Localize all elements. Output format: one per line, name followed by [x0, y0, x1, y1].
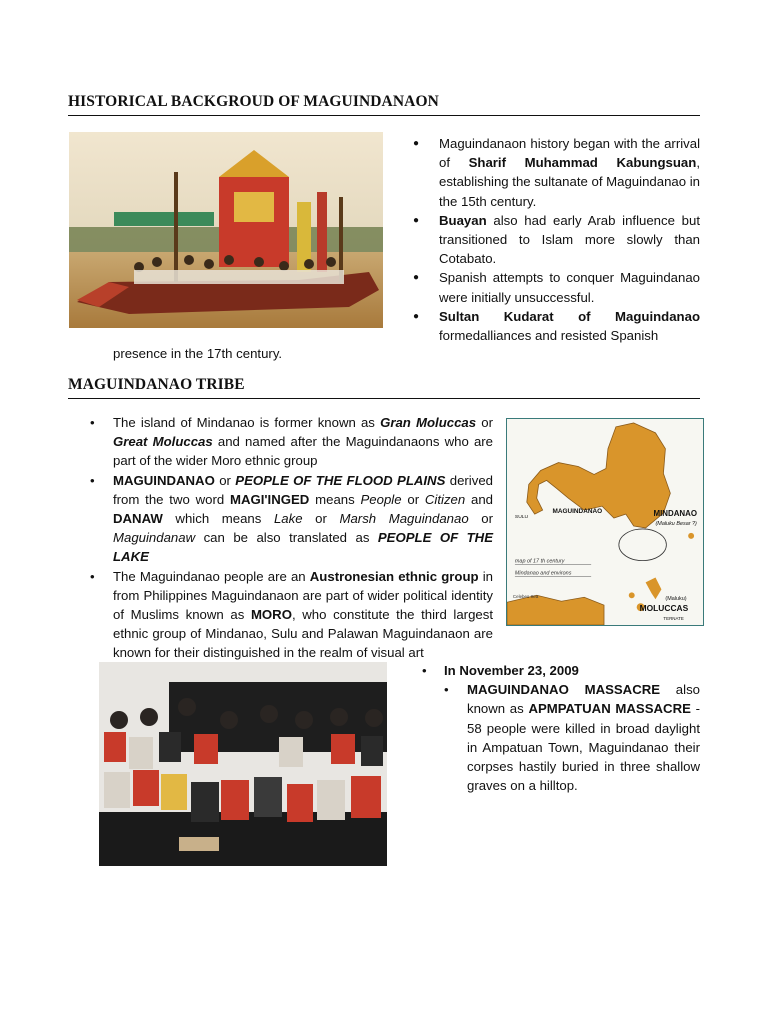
- text-run: APMPATUAN MASSACRE: [528, 701, 691, 717]
- text-run: People: [360, 491, 402, 507]
- map-label-ternate: TERNATE: [663, 616, 684, 622]
- text-run: or: [401, 491, 425, 507]
- map-label-maluku-2: (Maluku): [665, 596, 687, 603]
- map-label-maluku: (Maluku Besar ?): [655, 520, 697, 527]
- text-run: Great Moluccas: [113, 434, 213, 450]
- list-item: [88, 471, 493, 567]
- text-run: Spanish attempts to conquer Maguindanao were initially unsuccessful.: [439, 270, 700, 305]
- map-legend-line-2: Mindanao and environs: [514, 570, 572, 577]
- mindanao-map: [506, 418, 704, 626]
- massacre-detail-text: [467, 682, 700, 793]
- list-item: [88, 413, 493, 471]
- text-run: The island of Mindanao is former known as: [113, 415, 381, 430]
- map-label-celebes-sea: Celebes Sea: [512, 594, 539, 600]
- text-run: Citizen: [424, 491, 466, 507]
- text-run: and named after the Maguindanaons who are part of the wider Moro ethnic group: [113, 434, 494, 469]
- text-run: PEOPLE OF THE LAKE: [113, 530, 494, 565]
- list-item: [88, 567, 493, 663]
- text-run: MORO: [250, 607, 292, 623]
- list-item: [413, 134, 700, 211]
- text-run: Lake: [273, 511, 303, 527]
- bullet-icon: •: [90, 415, 95, 430]
- text-run: - 58 people were killed in broad daylight in Ampatuan Town, Maguindanao their corpses hastily buried in three shallow graves on a hilltop.: [467, 701, 700, 794]
- massacre-date-text: In November 23, 2009: [444, 663, 579, 678]
- section-heading-tribe: MAGUINDANAO TRIBE: [68, 376, 245, 393]
- text-run: The Maguindanao people are an: [113, 568, 310, 584]
- text-run: Buayan: [439, 212, 487, 228]
- list-item: [413, 307, 700, 345]
- text-run: Sharif Muhammad Kabungsuan: [468, 155, 697, 171]
- list-item: [413, 211, 700, 269]
- bullet-icon: •: [422, 663, 427, 678]
- bullet-icon: •: [90, 568, 95, 584]
- text-run: also known as: [467, 682, 701, 717]
- massacre-date: [413, 661, 700, 680]
- text-run: formedalliances and resisted Spanish: [439, 328, 659, 344]
- history-continuation: presence in the 17th century.: [113, 346, 283, 361]
- bullet-icon: •: [90, 472, 95, 488]
- text-run: MAGUINDANAO: [113, 472, 215, 488]
- bullet-icon: •: [444, 682, 449, 698]
- list-item: [413, 268, 700, 306]
- text-run: or: [476, 415, 493, 430]
- text-run: and: [465, 491, 493, 507]
- text-run: PEOPLE OF THE FLOOD PLAINS: [235, 472, 446, 488]
- text-run: Marsh Maguindanao: [339, 511, 469, 527]
- text-run: can be also translated as: [195, 530, 378, 546]
- heading-rule: [68, 398, 700, 399]
- section-heading-history: HISTORICAL BACKGROUD OF MAGUINDANAON: [68, 93, 439, 110]
- text-run: Sultan Kudarat of Maguindanao: [439, 308, 700, 324]
- massacre-section: [413, 661, 700, 795]
- text-run: also had early Arab influence but transitioned to Islam more slowly than Cotabato.: [439, 212, 700, 267]
- text-run: Gran Moluccas: [380, 415, 477, 430]
- text-run: Maguindanaon history began with the arrival of: [439, 136, 700, 171]
- map-label-sulu: SULU: [514, 515, 529, 521]
- map-label-moluccas: MOLUCCAS: [639, 603, 689, 614]
- history-bullet-list: [413, 134, 700, 345]
- text-run: Maguindanaw: [113, 530, 196, 546]
- tribe-bullet-list: [88, 413, 493, 663]
- massacre-protest-photo: [99, 662, 387, 866]
- bullet-icon: ●: [413, 310, 420, 322]
- text-run: , establishing the sultanate of Maguindanao in the 15th century.: [439, 155, 701, 209]
- text-run: , who constitute the third largest ethnic group of Mindanao, Sulu and Palawan Maguindanaon are known for their distinguished in the realm of visual art: [113, 607, 493, 661]
- text-run: derived from the two word: [113, 472, 493, 507]
- bullet-icon: ●: [413, 214, 420, 226]
- massacre-detail: [413, 680, 700, 795]
- map-label-mindanao: MINDANAO: [653, 509, 697, 519]
- text-run: Austronesian ethnic group: [309, 568, 479, 584]
- map-label-maguindanao: MAGUINDANAO: [552, 508, 603, 516]
- text-run: or: [468, 511, 493, 527]
- bullet-icon: ●: [413, 272, 420, 284]
- text-run: which means: [162, 511, 274, 527]
- bullet-icon: ●: [413, 138, 420, 149]
- text-run: in from Philippines Maguindanaon are part of wider political identity of Muslims known as: [113, 568, 493, 623]
- text-run: or: [214, 472, 236, 488]
- text-run: MAGUINDANAO MASSACRE: [467, 682, 661, 698]
- text-run: DANAW: [113, 511, 163, 527]
- boat-festival-photo: [69, 132, 383, 328]
- text-run: MAGI'INGED: [229, 491, 310, 507]
- map-legend-line-1: map of 17 th century: [514, 558, 565, 565]
- text-run: or: [302, 511, 340, 527]
- text-run: means: [309, 491, 361, 507]
- heading-rule: [68, 115, 700, 116]
